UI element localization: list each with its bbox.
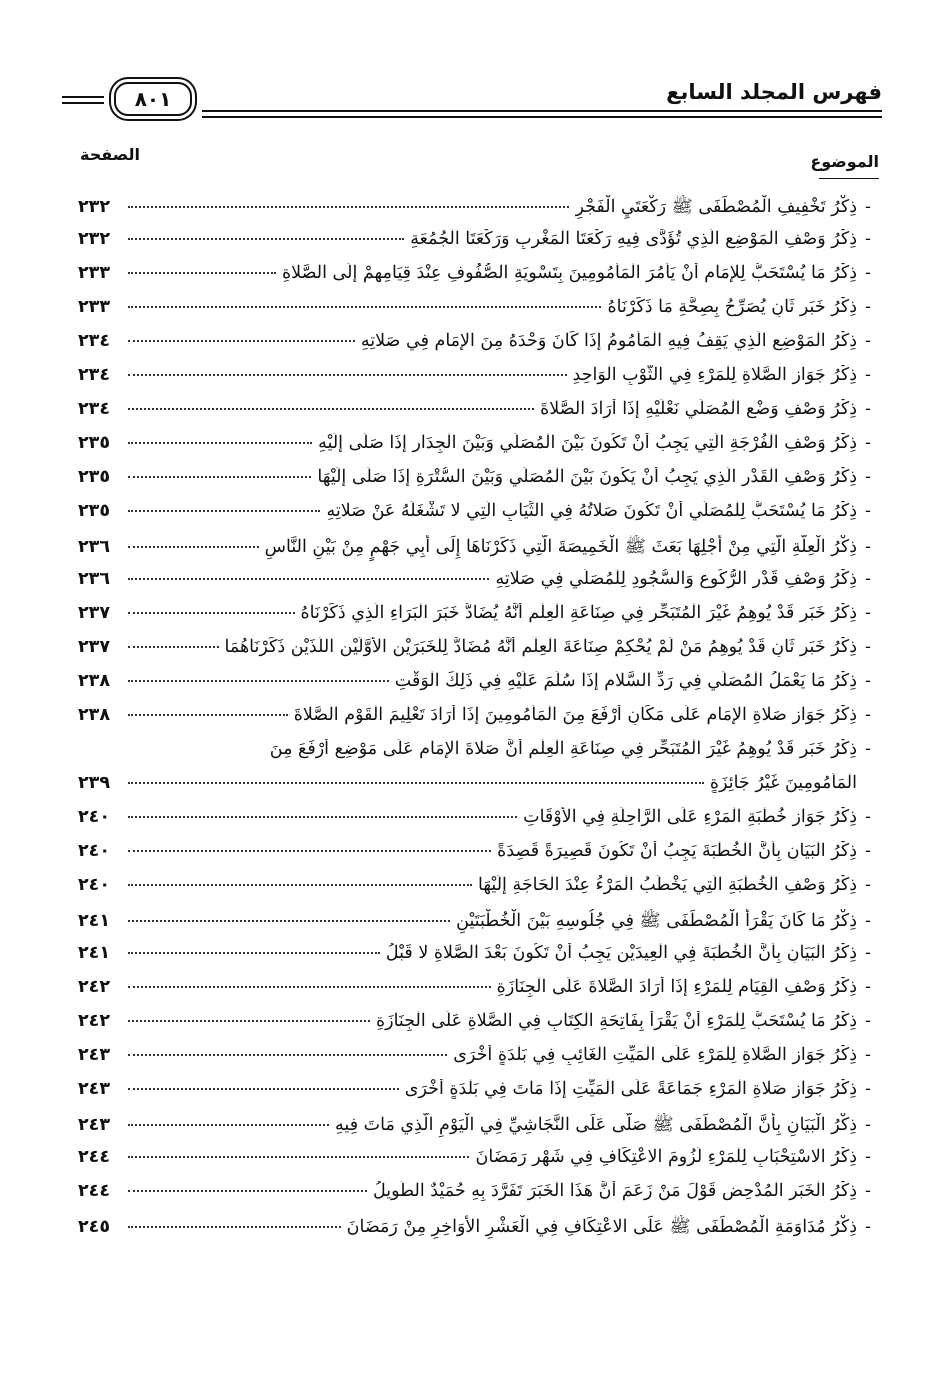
column-header-page: الصفحة bbox=[80, 145, 141, 164]
entry-text: ذِكْرُ وَصْفِ وَضْعِ الْمُصَلِّي نَعْلَيْهِ إِذَا أَرَادَ الصَّلاةَ bbox=[540, 399, 857, 419]
entry-page-number: ٢٣٥ bbox=[78, 501, 111, 521]
entry-page-number: ٢٣٨ bbox=[78, 705, 111, 725]
entry-page-number: ٢٣٧ bbox=[78, 603, 111, 623]
entry-bullet: - bbox=[865, 1045, 871, 1065]
entry-page-number: ٢٣٥ bbox=[78, 433, 111, 453]
entry-text: ذِكْرُ جَوَازِ خُطْبَةِ الْمَرْءِ عَلَى الرَّاحِلَةِ فِي الأَوْقَاتِ bbox=[523, 807, 857, 827]
entry-bullet: - bbox=[865, 537, 871, 557]
header-rule-right bbox=[202, 110, 882, 112]
index-entry bbox=[78, 229, 879, 263]
entry-text: ذِكْرُ جَوَازِ الصَّلاةِ لِلْمَرْءِ عَلَى الْمَيِّتِ الْغَائِبِ فِي بَلْدَةٍ أُخْرَى bbox=[453, 1045, 857, 1065]
entry-bullet: - bbox=[865, 1115, 871, 1135]
entry-bullet: - bbox=[865, 705, 871, 725]
index-entry bbox=[78, 977, 879, 1011]
entry-leader-dots bbox=[128, 476, 311, 478]
entry-page-number: ٢٣٣ bbox=[78, 263, 111, 283]
entry-leader-dots bbox=[128, 306, 601, 308]
entry-text: ذِكْرُ مَا يُسْتَحَبُّ لِلْمَرْءِ أَنْ يَقْرَأَ بِفَاتِحَةِ الْكِتَابِ فِي الصَّلاةِ عَلَى الْجِنَازَةِ bbox=[375, 1011, 857, 1031]
index-entry-line bbox=[78, 739, 879, 773]
entry-text: ذِكْرُ وَصْفِ قَدْرِ الرُّكُوعِ وَالسُّجُودِ لِلْمُصَلِّي فِي صَلاتِهِ bbox=[495, 569, 857, 589]
entry-page-number: ٢٣٨ bbox=[78, 671, 111, 691]
entry-leader-dots bbox=[128, 578, 489, 580]
entry-bullet: - bbox=[865, 603, 871, 623]
entry-leader-dots bbox=[128, 546, 259, 548]
entry-text: ذِكْرُ مَا كَانَ يَقْرَأُ الْمُصْطَفَى ﷺ فِي جُلُوسِهِ بَيْنَ الْخُطْبَتَيْنِ bbox=[456, 911, 857, 931]
entry-leader-dots bbox=[128, 1124, 329, 1126]
entry-page-number: ٢٣٣ bbox=[78, 297, 111, 317]
entry-leader-dots bbox=[128, 1190, 367, 1192]
entry-bullet: - bbox=[865, 1181, 871, 1201]
column-header-underline bbox=[819, 178, 879, 179]
entry-bullet: - bbox=[865, 433, 871, 453]
entry-bullet: - bbox=[865, 671, 871, 691]
index-entry bbox=[78, 1113, 879, 1147]
index-entry bbox=[78, 1079, 879, 1113]
entry-page-number: ٢٤٣ bbox=[78, 1115, 111, 1135]
entry-bullet: - bbox=[865, 807, 871, 827]
entry-page-number: ٢٣٤ bbox=[78, 399, 111, 419]
entry-text: ذِكْرُ الْبَيَانِ بِأَنَّ الْخُطْبَةَ يَجِبُ أَنْ تَكُونَ قَصِيرَةً قَصِدَةً bbox=[497, 841, 857, 861]
entry-leader-dots bbox=[128, 612, 295, 614]
index-entry bbox=[78, 263, 879, 297]
entry-text: ذِكْرُ مَا يَعْمَلُ الْمُصَلِّي فِي رَدِّ السَّلامِ إِذَا سُلِّمَ عَلَيْهِ فِي ذَلِكَ الْوَقْتِ bbox=[394, 671, 857, 691]
index-entry bbox=[78, 603, 879, 637]
entry-page-number: ٢٣٩ bbox=[78, 773, 111, 793]
entry-page-number: ٢٣٧ bbox=[78, 637, 111, 657]
entry-page-number: ٢٤٠ bbox=[78, 875, 111, 895]
page-header bbox=[62, 80, 882, 130]
entry-page-number: ٢٤٠ bbox=[78, 841, 111, 861]
entry-text: ذِكْرُ خَبَرٍ قَدْ يُوهِمُ غَيْرَ الْمُتَبَحِّرِ فِي صِنَاعَةِ الْعِلْمِ أَنَّهُ يُضَادُّ خَبَرَ الْبَرَاءِ الَّذِي ذَكَرْنَاهُ bbox=[300, 603, 857, 623]
index-entry bbox=[78, 637, 879, 671]
entry-bullet: - bbox=[865, 365, 871, 385]
entry-bullet: - bbox=[865, 1011, 871, 1031]
entry-bullet: - bbox=[865, 399, 871, 419]
entry-bullet: - bbox=[865, 841, 871, 861]
index-entry bbox=[78, 841, 879, 875]
entry-page-number: ٢٣٤ bbox=[78, 331, 111, 351]
entry-text: ذِكْرُ جَوَازِ صَلاةِ الإِمَامِ عَلَى مَكَانٍ أَرْفَعَ مِنَ الْمَأْمُومِينَ إِذَا أَرَادَ تَعْلِيمَ الْقَوْمِ الصَّلاةَ bbox=[293, 705, 857, 725]
entry-bullet: - bbox=[865, 637, 871, 657]
entry-leader-dots bbox=[128, 442, 312, 444]
entry-leader-dots bbox=[128, 646, 219, 648]
entry-text: ذِكْرُ وَصْفِ الْخُطْبَةِ الَّتِي يَخْطُبُ الْمَرْءُ عِنْدَ الْحَاجَةِ إِلَيْهَا bbox=[478, 875, 857, 895]
entry-bullet: - bbox=[865, 1147, 871, 1167]
entry-text: ذِكْرُ تَخْفِيفِ الْمُصْطَفَى ﷺ رَكْعَتَيِ الْفَجْرِ bbox=[575, 197, 857, 217]
entry-text: ذِكْرُ وَصْفِ الْقِيَامِ لِلْمَرْءِ إِذَا أَرَادَ الصَّلاةَ عَلَى الْجِنَازَةِ bbox=[496, 977, 857, 997]
entry-bullet: - bbox=[865, 297, 871, 317]
entry-text: ذِكْرُ الْخَبَرِ الْمُدْحِضِ قَوْلَ مَنْ زَعَمَ أَنَّ هَذَا الْخَبَرَ تَفَرَّدَ بِهِ حُمَيْدٌ الطَّوِيلُ bbox=[372, 1181, 857, 1201]
entry-leader-dots bbox=[128, 1156, 469, 1158]
entry-text: ذِكْرُ خَبَرٍ ثَانٍ يُصَرِّحُ بِصِحَّةِ مَا ذَكَرْنَاهُ bbox=[607, 297, 857, 317]
index-entry bbox=[78, 943, 879, 977]
column-header-topic: الموضوع bbox=[810, 152, 879, 171]
entry-bullet: - bbox=[865, 331, 871, 351]
entry-page-number: ٢٣٥ bbox=[78, 467, 111, 487]
index-entry bbox=[78, 875, 879, 909]
entry-leader-dots bbox=[128, 206, 569, 208]
entry-leader-dots bbox=[128, 272, 276, 274]
entry-page-number: ٢٣٦ bbox=[78, 569, 111, 589]
entry-leader-dots bbox=[128, 850, 491, 852]
index-entry bbox=[78, 739, 879, 807]
index-entry bbox=[78, 433, 879, 467]
entry-leader-dots bbox=[128, 1020, 370, 1022]
entry-bullet: - bbox=[865, 911, 871, 931]
entry-leader-dots bbox=[128, 884, 472, 886]
index-entry bbox=[78, 331, 879, 365]
entry-text: ذِكْرُ وَصْفِ الْمَوْضِعِ الَّذِي تُؤَدَّى فِيهِ رَكْعَتَا الْمَغْرِبِ وَرَكْعَتَا الْجُمُعَةِ bbox=[410, 229, 857, 249]
entry-text: ذِكْرُ خَبَرٍ ثَانٍ قَدْ يُوهِمُ مَنْ لَمْ يُحْكِمْ صِنَاعَةَ الْعِلْمِ أَنَّهُ مُضَادٌّ لِلْخَبَرَيْنِ الأَوَّلَيْنِ اللَّذَيْنِ ذَكَرْنَاهُمَا bbox=[224, 637, 857, 657]
index-entry bbox=[78, 297, 879, 331]
entry-bullet: - bbox=[865, 229, 871, 249]
index-entries bbox=[78, 195, 879, 1249]
index-entry bbox=[78, 705, 879, 739]
entry-text: ذِكْرُ وَصْفِ الْفُرْجَةِ الَّتِي يَجِبُ أَنْ تَكُونَ بَيْنَ الْمُصَلِّي وَبَيْنَ الْجِدَارِ إِذَا صَلَّى إِلَيْهِ bbox=[318, 433, 857, 453]
entry-bullet: - bbox=[865, 569, 871, 589]
entry-bullet: - bbox=[865, 501, 871, 521]
index-entry bbox=[78, 467, 879, 501]
index-entry bbox=[78, 365, 879, 399]
entry-leader-dots bbox=[128, 816, 517, 818]
entry-page-number: ٢٤٥ bbox=[78, 1217, 111, 1237]
entry-page-number: ٢٣٢ bbox=[78, 197, 111, 217]
index-entry bbox=[78, 569, 879, 603]
entry-leader-dots bbox=[128, 1088, 399, 1090]
entry-bullet: - bbox=[865, 1079, 871, 1099]
index-entry bbox=[78, 501, 879, 535]
index-entry bbox=[78, 909, 879, 943]
entry-text-continued: الْمَأْمُومِينَ غَيْرُ جَائِزَةٍ bbox=[709, 773, 857, 793]
entry-page-number: ٢٤٣ bbox=[78, 1079, 111, 1099]
entry-bullet: - bbox=[865, 943, 871, 963]
header-rule-right-2 bbox=[202, 116, 882, 118]
entry-text: ذِكْرُ الاسْتِحْبَابِ لِلْمَرْءِ لُزُومَ الاعْتِكَافِ فِي شَهْرِ رَمَضَانَ bbox=[475, 1147, 857, 1167]
index-entry bbox=[78, 1011, 879, 1045]
index-entry bbox=[78, 671, 879, 705]
header-rule-left-2 bbox=[62, 102, 104, 104]
entry-leader-dots bbox=[128, 986, 491, 988]
entry-text: ذِكْرُ الْمَوْضِعِ الَّذِي يَقِفُ فِيهِ الْمَأْمُومُ إِذَا كَانَ وَحْدَهُ مِنَ الإِمَامِ فِي صَلاتِهِ bbox=[360, 331, 857, 351]
entry-page-number: ٢٤٠ bbox=[78, 807, 111, 827]
index-entry bbox=[78, 1045, 879, 1079]
page-number: ٨٠١ bbox=[114, 82, 192, 116]
entry-leader-dots bbox=[128, 1054, 447, 1056]
entry-page-number: ٢٤٢ bbox=[78, 1011, 111, 1031]
entry-text: ذِكْرُ جَوَازِ صَلاةِ الْمَرْءِ جَمَاعَةً عَلَى الْمَيِّتِ إِذَا مَاتَ فِي بَلْدَةٍ أُخْرَى bbox=[404, 1079, 857, 1099]
entry-leader-dots bbox=[128, 782, 704, 784]
entry-leader-dots bbox=[128, 1226, 341, 1228]
header-rule-left bbox=[62, 96, 104, 98]
entry-bullet: - bbox=[865, 739, 871, 759]
entry-page-number: ٢٣٢ bbox=[78, 229, 111, 249]
entry-page-number: ٢٤٣ bbox=[78, 1045, 111, 1065]
entry-text: ذِكْرُ الْعِلَّةِ الَّتِي مِنْ أَجْلِهَا بَعَثَ ﷺ الْخَمِيصَةَ الَّتِي ذَكَرْنَاهَا إِلَى أَبِي جَهْمٍ مِنْ بَيْنِ النَّاسِ bbox=[264, 537, 857, 557]
entry-page-number: ٢٤٢ bbox=[78, 977, 111, 997]
entry-page-number: ٢٤٤ bbox=[78, 1181, 111, 1201]
index-entry bbox=[78, 1181, 879, 1215]
entry-text: ذِكْرُ الْبَيَانِ بِأَنَّ الْخُطْبَةَ فِي الْعِيدَيْنِ يَجِبُ أَنْ تَكُونَ بَعْدَ الصَّلاةِ لا قَبْلُ bbox=[385, 943, 857, 963]
entry-page-number: ٢٤٤ bbox=[78, 1147, 111, 1167]
entry-leader-dots bbox=[128, 238, 404, 240]
entry-leader-dots bbox=[128, 510, 320, 512]
entry-leader-dots bbox=[128, 408, 534, 410]
entry-text: ذِكْرُ خَبَرٍ قَدْ يُوهِمُ غَيْرَ الْمُتَبَحِّرِ فِي صِنَاعَةِ الْعِلْمِ أَنَّ صَلاةَ الإِمَامِ عَلَى مَوْضِعٍ أَرْفَعَ مِنَ bbox=[269, 739, 857, 759]
entry-bullet: - bbox=[865, 977, 871, 997]
entry-text: ذِكْرُ جَوَازِ الصَّلاةِ لِلْمَرْءِ فِي الثَّوْبِ الْوَاحِدِ bbox=[572, 365, 857, 385]
entry-text: ذِكْرُ مُدَاوَمَةِ الْمُصْطَفَى ﷺ عَلَى الاعْتِكَافِ فِي الْعَشْرِ الأَوَاخِرِ مِنْ رَمَضَانَ bbox=[346, 1217, 857, 1237]
entry-leader-dots bbox=[128, 920, 450, 922]
entry-bullet: - bbox=[865, 467, 871, 487]
entry-bullet: - bbox=[865, 197, 871, 217]
entry-page-number: ٢٣٦ bbox=[78, 537, 111, 557]
page-title: فهرس المجلد السابع bbox=[666, 80, 882, 104]
entry-text: ذِكْرُ مَا يُسْتَحَبُّ لِلإِمَامِ أَنْ يَأْمُرَ الْمَأْمُومِينَ بِتَسْوِيَةِ الصُّفُوفِ عِنْدَ قِيَامِهِمْ إِلَى الصَّلاةِ bbox=[282, 263, 857, 283]
index-entry-line bbox=[78, 773, 879, 807]
entry-text: ذِكْرُ الْبَيَانِ بِأَنَّ الْمُصْطَفَى ﷺ صَلَّى عَلَى النَّجَاشِيِّ فِي الْيَوْمِ الَّذِي مَاتَ فِيهِ bbox=[335, 1115, 857, 1135]
entry-bullet: - bbox=[865, 875, 871, 895]
index-entry bbox=[78, 399, 879, 433]
entry-leader-dots bbox=[128, 340, 355, 342]
index-entry bbox=[78, 1215, 879, 1249]
entry-leader-dots bbox=[128, 680, 389, 682]
index-entry bbox=[78, 195, 879, 229]
entry-page-number: ٢٣٤ bbox=[78, 365, 111, 385]
entry-leader-dots bbox=[128, 714, 288, 716]
entry-leader-dots bbox=[128, 952, 380, 954]
entry-bullet: - bbox=[865, 1217, 871, 1237]
entry-bullet: - bbox=[865, 263, 871, 283]
index-entry bbox=[78, 535, 879, 569]
entry-text: ذِكْرُ مَا يُسْتَحَبُّ لِلْمُصَلِّي أَنْ تَكُونَ صَلاتُهُ فِي الثِّيَابِ الَّتِي لا تَشْغَلُهُ عَنْ صَلاتِهِ bbox=[326, 501, 857, 521]
entry-page-number: ٢٤١ bbox=[78, 911, 111, 931]
entry-page-number: ٢٤١ bbox=[78, 943, 111, 963]
entry-text: ذِكْرُ وَصْفِ الْقَدْرِ الَّذِي يَجِبُ أَنْ يَكُونَ بَيْنَ الْمُصَلِّي وَبَيْنَ السُّتْرَةِ إِذَا صَلَّى إِلَيْهَا bbox=[317, 467, 857, 487]
entry-leader-dots bbox=[128, 374, 567, 376]
index-entry bbox=[78, 807, 879, 841]
index-entry bbox=[78, 1147, 879, 1181]
